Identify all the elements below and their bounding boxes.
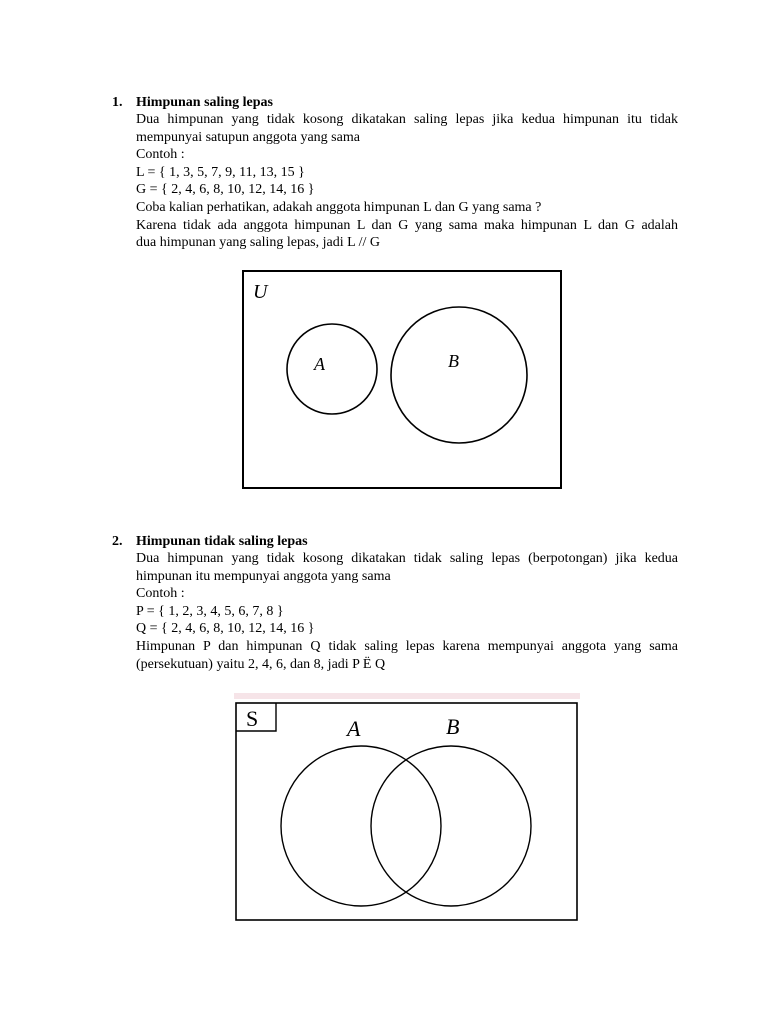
section-1-title: Himpunan saling lepas <box>136 95 273 110</box>
circle-a-label: A <box>347 716 361 741</box>
circle-b-label: B <box>446 714 460 739</box>
universe-label-s: S <box>246 706 259 731</box>
section-1-conclusion-line-1: Karena tidak ada anggota himpunan L dan G yang sama maka himpunan L dan G adalah <box>136 217 678 233</box>
venn-diagram-intersecting-svg <box>234 693 580 923</box>
section-1-body <box>136 111 678 252</box>
venn-diagram-intersecting <box>234 693 580 923</box>
circle-a-label: A <box>314 354 325 374</box>
section-1-question: Coba kalian perhatikan, adakah anggota himpunan L dan G yang sama ? <box>136 199 542 215</box>
section-2-conclusion-line-2: (persekutuan) yaitu 2, 4, 6, dan 8, jadi P Ë Q <box>136 656 386 672</box>
section-1-number: 1. <box>112 95 123 110</box>
universe-label-u: U <box>253 281 268 303</box>
section-2-heading <box>112 533 678 550</box>
section-1-conclusion-line-2: dua himpunan yang saling lepas, jadi L // G <box>136 235 381 251</box>
section-1-heading <box>112 94 678 111</box>
section-2-title: Himpunan tidak saling lepas <box>136 534 308 549</box>
circle-b-label: B <box>448 351 459 371</box>
section-2-example-label: Contoh : <box>136 586 185 602</box>
section-1-definition-line-2: mempunyai satupun anggota yang sama <box>136 129 360 145</box>
set-l-definition: L = { 1, 3, 5, 7, 9, 11, 13, 15 } <box>136 164 305 180</box>
section-1-definition-line-1: Dua himpunan yang tidak kosong dikatakan saling lepas jika kedua himpunan itu tidak <box>136 112 678 127</box>
top-tint-strip <box>234 693 580 699</box>
section-2-definition-line-1: Dua himpunan yang tidak kosong dikatakan tidak saling lepas (berpotongan) jika kedua <box>136 551 678 566</box>
venn-diagram-disjoint <box>242 270 564 491</box>
set-p-definition: P = { 1, 2, 3, 4, 5, 6, 7, 8 } <box>136 603 284 619</box>
set-q-definition: Q = { 2, 4, 6, 8, 10, 12, 14, 16 } <box>136 621 315 637</box>
section-1-example-label: Contoh : <box>136 147 185 163</box>
set-g-definition: G = { 2, 4, 6, 8, 10, 12, 14, 16 } <box>136 182 315 198</box>
section-2-number: 2. <box>112 534 123 549</box>
universe-box-u <box>243 271 561 488</box>
section-2-conclusion-line-1: Himpunan P dan himpunan Q tidak saling lepas karena mempunyai anggota yang sama <box>136 638 678 654</box>
venn-diagram-disjoint-svg <box>242 270 564 491</box>
section-2-body <box>136 550 678 673</box>
universe-box-s <box>236 703 577 920</box>
section-disjoint-sets <box>112 94 678 252</box>
section-intersecting-sets <box>112 533 678 673</box>
section-2-definition-line-2: himpunan itu mempunyai anggota yang sama <box>136 568 391 584</box>
